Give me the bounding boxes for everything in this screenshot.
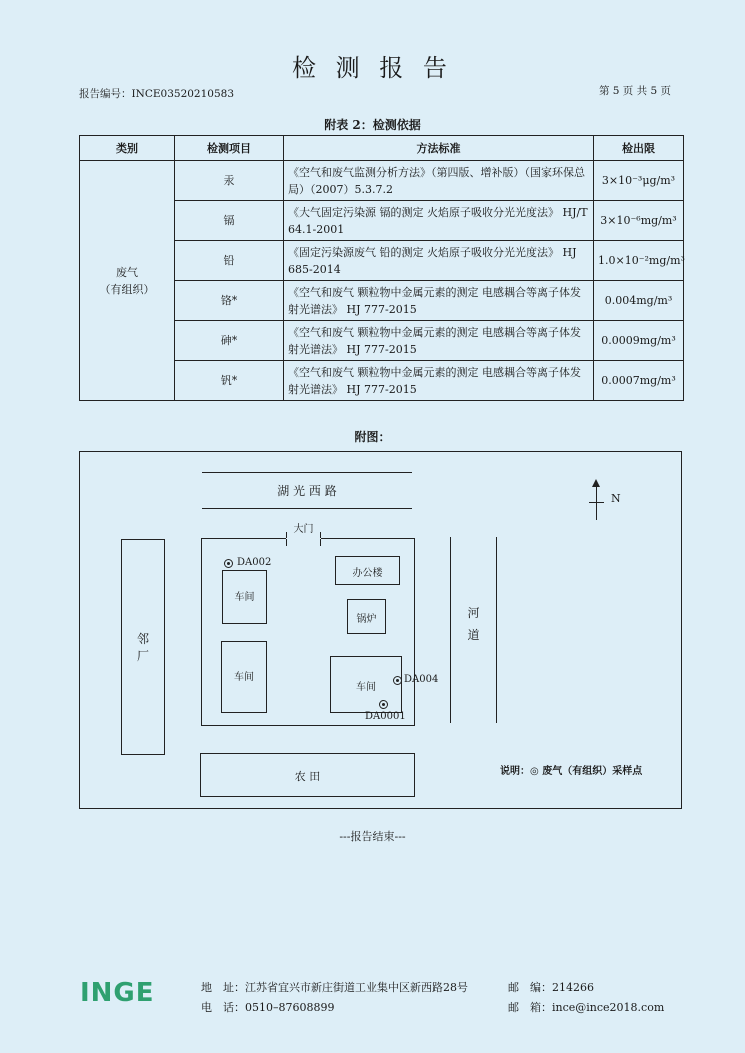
table-title: 附表 2：检测依据 [324, 118, 421, 132]
page-indicator: 第 5 页 共 5 页 [598, 85, 671, 97]
item-cell: 钒* [175, 361, 284, 401]
header-method: 方法标准 [284, 136, 594, 161]
point-label-da0001: DA0001 [365, 711, 406, 722]
footer-postcode: 邮 编：214266 [508, 981, 594, 994]
sampling-point-icon [224, 559, 233, 568]
workshop-3 [330, 656, 402, 713]
method-cell: 《空气和废气监测分析方法》（第四版、增补版）（国家环保总局）（2007）5.3.7.2 [284, 161, 594, 201]
limit-cell: 3×10⁻³μg/m³ [594, 161, 684, 201]
footer-address: 地 址：江苏省宜兴市新庄街道工业集中区新西路28号 [201, 981, 468, 994]
gate-label: 大门 [293, 524, 314, 535]
point-label-da002: DA002 [237, 557, 272, 568]
table-header-row [80, 136, 684, 161]
workshop-2 [221, 641, 267, 713]
river-bank-right [496, 537, 497, 723]
header-limit: 检出限 [594, 136, 684, 161]
table-row [80, 161, 684, 201]
workshop-label: 车间 [234, 672, 254, 683]
method-cell: 《固定污染源废气 铅的测定 火焰原子吸收分光光度法》 HJ 685-2014 [284, 241, 594, 281]
item-cell: 汞 [175, 161, 284, 201]
point-label-da004: DA004 [404, 674, 439, 685]
item-cell: 铬* [175, 281, 284, 321]
map-legend: 说明：◎ 废气（有组织）采样点 [500, 766, 643, 777]
footer-email: 邮 箱：ince@ince2018.com [508, 1001, 665, 1014]
gate-opening [286, 538, 321, 539]
item-cell: 镉 [175, 201, 284, 241]
workshop-1 [222, 570, 267, 624]
workshop-label: 车间 [234, 592, 255, 603]
report-number: 报告编号：INCE03520210583 [79, 88, 235, 100]
limit-cell: 0.0009mg/m³ [594, 321, 684, 361]
report-title: 检 测 报 告 [292, 54, 453, 82]
north-label: N [611, 492, 621, 505]
method-cell: 《大气固定污染源 镉的测定 火焰原子吸收分光光度法》 HJ/T 64.1-2001 [284, 201, 594, 241]
neighbor-plant [121, 539, 165, 755]
office-label: 办公楼 [352, 568, 383, 579]
limit-cell: 0.004mg/m³ [594, 281, 684, 321]
road-line-top [202, 472, 412, 473]
farmland-label: 农 田 [294, 770, 321, 783]
boiler-house [347, 599, 386, 634]
category-cell: 废气 （有组织） [80, 161, 175, 401]
end-text: ---报告结束--- [339, 830, 406, 843]
road-label: 湖 光 西 路 [277, 484, 337, 498]
neighbor-label: 邻 厂 [136, 632, 149, 663]
north-arrow-head-icon [592, 479, 600, 487]
footer-phone: 电 话：0510–87608899 [201, 1001, 335, 1014]
north-arrow-icon [596, 482, 597, 520]
workshop-label: 车间 [356, 682, 376, 693]
river-label: 河 道 [467, 606, 480, 642]
method-cell: 《空气和废气 颗粒物中金属元素的测定 电感耦合等离子体发射光谱法》 HJ 777-2015 [284, 281, 594, 321]
company-logo: INGE [80, 978, 155, 1008]
road-line-bottom [202, 508, 412, 509]
sampling-point-icon [393, 676, 402, 685]
method-cell: 《空气和废气 颗粒物中金属元素的测定 电感耦合等离子体发射光谱法》 HJ 777-2015 [284, 361, 594, 401]
limit-cell: 0.0007mg/m³ [594, 361, 684, 401]
site-map [79, 451, 682, 809]
limit-cell: 1.0×10⁻²mg/m³ [594, 241, 684, 281]
north-arrow-cross-icon [589, 502, 604, 503]
header-category: 类别 [80, 136, 175, 161]
item-cell: 砷* [175, 321, 284, 361]
method-cell: 《空气和废气 颗粒物中金属元素的测定 电感耦合等离子体发射光谱法》 HJ 777-2015 [284, 321, 594, 361]
item-cell: 铅 [175, 241, 284, 281]
method-table [79, 135, 684, 401]
farmland [200, 753, 415, 797]
sampling-point-icon [379, 700, 388, 709]
boiler-label: 锅炉 [356, 614, 377, 625]
figure-title: 附图： [354, 430, 391, 444]
limit-cell: 3×10⁻⁶mg/m³ [594, 201, 684, 241]
header-item: 检测项目 [175, 136, 284, 161]
office-building [335, 556, 400, 585]
